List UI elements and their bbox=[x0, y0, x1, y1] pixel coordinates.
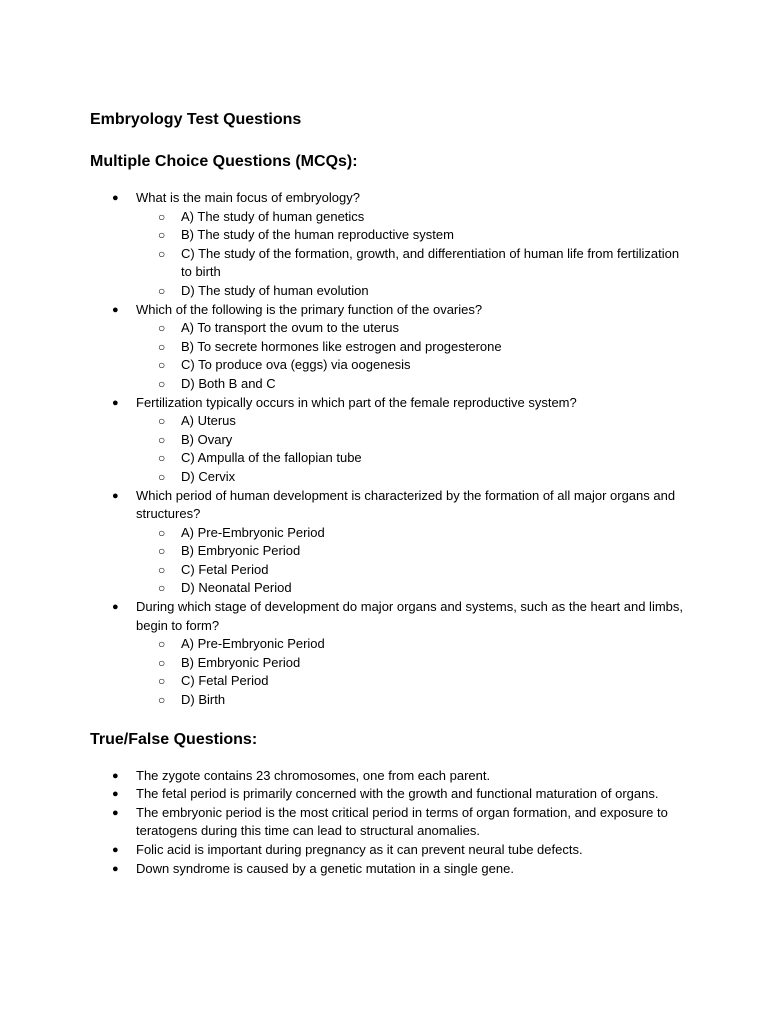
circle-bullet-icon: ○ bbox=[158, 581, 166, 596]
statement-text: The fetal period is primarily concerned with the growth and functional maturation of organs. bbox=[136, 786, 659, 802]
true-false-statement bbox=[90, 785, 690, 804]
circle-bullet-icon: ○ bbox=[158, 228, 166, 243]
answer-option bbox=[136, 672, 690, 691]
answer-option bbox=[136, 579, 690, 598]
bullet-icon: ● bbox=[112, 788, 119, 801]
circle-bullet-icon: ○ bbox=[158, 693, 166, 708]
bullet-icon: ● bbox=[112, 489, 119, 502]
option-text: D) Neonatal Period bbox=[181, 580, 292, 596]
option-text: D) Birth bbox=[181, 692, 226, 708]
answer-option bbox=[136, 226, 690, 245]
circle-bullet-icon: ○ bbox=[158, 562, 166, 577]
statement-text: Folic acid is important during pregnancy as it can prevent neural tube defects. bbox=[136, 842, 583, 857]
document-title: Embryology Test Questions bbox=[90, 111, 302, 128]
circle-bullet-icon: ○ bbox=[158, 432, 166, 447]
bullet-icon: ● bbox=[112, 844, 119, 856]
answer-option bbox=[136, 468, 690, 487]
circle-bullet-icon: ○ bbox=[158, 209, 166, 224]
circle-bullet-icon: ○ bbox=[158, 469, 166, 484]
true-false-heading: True/False Questions: bbox=[90, 730, 258, 748]
option-text: D) Cervix bbox=[181, 468, 236, 484]
option-list bbox=[136, 208, 690, 301]
mcq-question bbox=[90, 189, 690, 301]
document-page bbox=[90, 108, 690, 878]
answer-option bbox=[136, 561, 690, 580]
circle-bullet-icon: ○ bbox=[158, 321, 166, 336]
circle-bullet-icon: ○ bbox=[158, 358, 166, 373]
option-text: C) Fetal Period bbox=[181, 673, 269, 689]
option-text: A) To transport the ovum to the uterus bbox=[181, 320, 399, 336]
true-false-statement bbox=[90, 767, 690, 786]
bullet-icon: ● bbox=[112, 192, 119, 204]
answer-option bbox=[136, 542, 690, 561]
bullet-icon: ● bbox=[112, 601, 119, 614]
circle-bullet-icon: ○ bbox=[158, 655, 166, 670]
option-text: A) Pre-Embryonic Period bbox=[181, 636, 325, 652]
option-list bbox=[136, 412, 690, 486]
option-list bbox=[136, 524, 690, 598]
mcq-heading: Multiple Choice Questions (MCQs): bbox=[90, 153, 358, 170]
bullet-icon: ● bbox=[112, 396, 119, 409]
true-false-statement bbox=[90, 804, 690, 841]
bullet-icon: ● bbox=[112, 303, 119, 316]
circle-bullet-icon: ○ bbox=[158, 451, 166, 466]
option-text: D) Both B and C bbox=[181, 375, 276, 391]
statement-text: The embryonic period is the most critical period in terms of organ formation, and exposure to teratogens during this time can lead to structural anomalies. bbox=[136, 804, 668, 839]
circle-bullet-icon: ○ bbox=[158, 246, 166, 261]
option-text: C) Fetal Period bbox=[181, 561, 269, 577]
option-list bbox=[136, 635, 690, 709]
option-text: A) Uterus bbox=[181, 413, 236, 429]
answer-option bbox=[136, 319, 690, 338]
mcq-question-list bbox=[90, 189, 690, 710]
option-list bbox=[136, 319, 690, 393]
circle-bullet-icon: ○ bbox=[158, 339, 166, 354]
answer-option bbox=[136, 245, 690, 282]
statement-text: Down syndrome is caused by a genetic mutation in a single gene. bbox=[136, 860, 514, 876]
option-text: C) Ampulla of the fallopian tube bbox=[181, 450, 362, 466]
mcq-question bbox=[90, 598, 690, 710]
answer-option bbox=[136, 375, 690, 394]
answer-option bbox=[136, 412, 690, 431]
option-text: B) The study of the human reproductive system bbox=[181, 227, 454, 243]
true-false-statement-list bbox=[90, 767, 690, 879]
true-false-statement bbox=[90, 860, 690, 879]
option-text: A) Pre-Embryonic Period bbox=[181, 524, 325, 540]
circle-bullet-icon: ○ bbox=[158, 414, 166, 429]
bullet-icon: ● bbox=[112, 769, 119, 782]
question-text: Fertilization typically occurs in which part of the female reproductive system? bbox=[136, 394, 577, 410]
option-text: C) To produce ova (eggs) via oogenesis bbox=[181, 357, 411, 373]
answer-option bbox=[136, 356, 690, 375]
option-text: B) Embryonic Period bbox=[181, 543, 301, 559]
option-text: A) The study of human genetics bbox=[181, 208, 365, 224]
answer-option bbox=[136, 654, 690, 673]
mcq-question bbox=[90, 301, 690, 394]
circle-bullet-icon: ○ bbox=[158, 376, 166, 391]
circle-bullet-icon: ○ bbox=[158, 544, 166, 559]
question-text: Which period of human development is characterized by the formation of all major organs and structures? bbox=[136, 487, 676, 522]
answer-option bbox=[136, 691, 690, 710]
question-text: What is the main focus of embryology? bbox=[136, 190, 360, 205]
answer-option bbox=[136, 524, 690, 543]
answer-option bbox=[136, 635, 690, 654]
mcq-question bbox=[90, 487, 690, 599]
question-text: Which of the following is the primary function of the ovaries? bbox=[136, 301, 483, 317]
circle-bullet-icon: ○ bbox=[158, 283, 166, 298]
true-false-statement bbox=[90, 841, 690, 860]
answer-option bbox=[136, 449, 690, 468]
answer-option bbox=[136, 282, 690, 301]
answer-option bbox=[136, 338, 690, 357]
statement-text: The zygote contains 23 chromosomes, one from each parent. bbox=[136, 767, 491, 783]
option-text: B) Ovary bbox=[181, 431, 233, 447]
option-text: D) The study of human evolution bbox=[181, 282, 369, 298]
question-text: During which stage of development do major organs and systems, such as the heart and limbs, begin to form? bbox=[136, 599, 684, 633]
option-text: C) The study of the formation, growth, and differentiation of human life from fertilization to birth bbox=[181, 245, 680, 280]
answer-option bbox=[136, 431, 690, 450]
answer-option bbox=[136, 208, 690, 227]
circle-bullet-icon: ○ bbox=[158, 674, 166, 689]
circle-bullet-icon: ○ bbox=[158, 637, 166, 652]
option-text: B) To secrete hormones like estrogen and progesterone bbox=[181, 338, 502, 354]
bullet-icon: ● bbox=[112, 862, 119, 875]
option-text: B) Embryonic Period bbox=[181, 654, 301, 670]
mcq-question bbox=[90, 394, 690, 487]
bullet-icon: ● bbox=[112, 806, 119, 819]
circle-bullet-icon: ○ bbox=[158, 525, 166, 540]
